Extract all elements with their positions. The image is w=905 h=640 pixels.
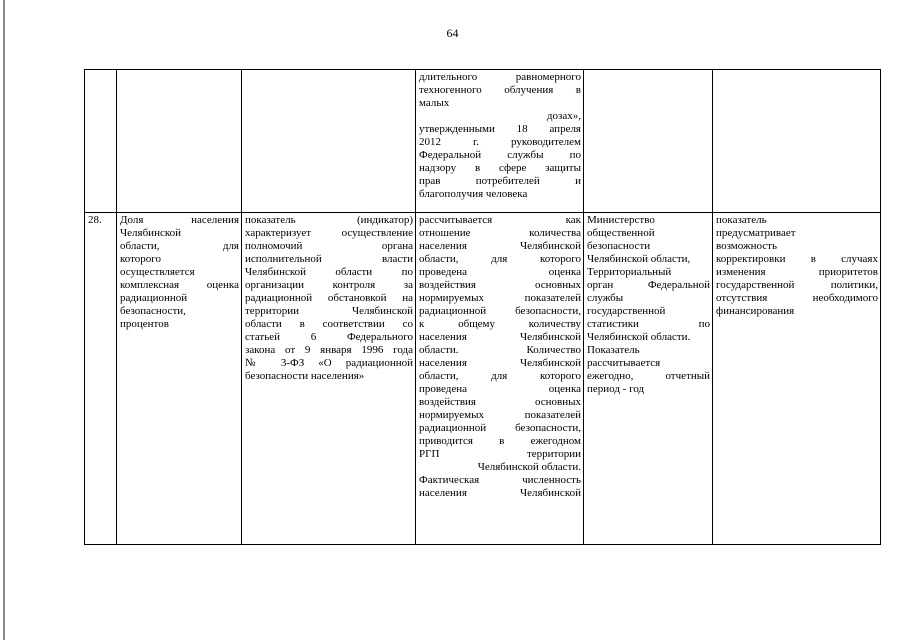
text-line: корректировки в случаях bbox=[716, 253, 878, 265]
text-line: Показатель bbox=[587, 344, 640, 356]
text-line: 2012 г. руководителем bbox=[419, 136, 581, 148]
text-line: населения Челябинской bbox=[419, 487, 581, 499]
text-line: безопасности населения» bbox=[245, 370, 365, 382]
text-line: Фактическая численность bbox=[419, 474, 581, 486]
cell-indicator-description bbox=[242, 70, 416, 213]
text-line: населения Челябинской bbox=[419, 240, 581, 252]
text-line: процентов bbox=[120, 318, 169, 330]
text-line: Федеральной службы по bbox=[419, 149, 581, 161]
cell-responsible-body bbox=[584, 70, 713, 213]
text-line: показатель bbox=[716, 214, 767, 226]
text-line: осуществляется bbox=[120, 266, 195, 278]
table-row-continuation bbox=[85, 70, 881, 213]
text-line: организации контроля за bbox=[245, 279, 413, 291]
text-line: № 3-ФЗ «О радиационной bbox=[245, 357, 413, 369]
text-line: области. Количество bbox=[419, 344, 581, 356]
text-line: нормируемых показателей bbox=[419, 409, 581, 421]
text-line: области в соответствии со bbox=[245, 318, 413, 330]
text-line: области, для bbox=[120, 240, 239, 252]
cell-number bbox=[85, 70, 117, 213]
indicator-table bbox=[84, 69, 881, 545]
cell-indicator-description bbox=[242, 213, 416, 545]
text-line: государственной политики, bbox=[716, 279, 878, 291]
text-line: благополучия человека bbox=[419, 188, 528, 200]
text-line: общественной bbox=[587, 227, 655, 239]
text-line: Челябинской bbox=[120, 227, 182, 239]
text-line: воздействия основных bbox=[419, 279, 581, 291]
text-line: полномочий органа bbox=[245, 240, 413, 252]
text-line: РГП территории bbox=[419, 448, 581, 460]
text-line: проведена оценка bbox=[419, 383, 581, 395]
page-left-edge bbox=[3, 0, 5, 640]
text-line: к общему количеству bbox=[419, 318, 581, 330]
text-line: государственной bbox=[587, 305, 666, 317]
text-line: Челябинской области по bbox=[245, 266, 413, 278]
text-line: радиационной bbox=[120, 292, 188, 304]
text-line: приводится в ежегодном bbox=[419, 435, 581, 447]
text-line: техногенного облучения в bbox=[419, 84, 581, 96]
cell-calculation-method bbox=[416, 70, 584, 213]
text-line: предусматривает bbox=[716, 227, 796, 239]
text-line: статистики по bbox=[587, 318, 710, 330]
text-line: закона от 9 января 1996 года bbox=[245, 344, 413, 356]
text-line: статьей 6 Федерального bbox=[245, 331, 413, 343]
text-line: надзору в сфере защиты bbox=[419, 162, 581, 174]
text-line: радиационной обстановкой на bbox=[245, 292, 413, 304]
text-line: прав потребителей и bbox=[419, 175, 581, 187]
text-line: финансирования bbox=[716, 305, 795, 317]
text-line: населения Челябинской bbox=[419, 331, 581, 343]
text-line: Территориальный bbox=[587, 266, 672, 278]
text-line: Министерство bbox=[587, 214, 655, 226]
text-line: отсутствия необходимого bbox=[716, 292, 878, 304]
text-line: орган Федеральной bbox=[587, 279, 710, 291]
text-line: период - год bbox=[587, 383, 645, 395]
row-number: 28. bbox=[85, 213, 117, 545]
cell-notes bbox=[713, 70, 881, 213]
text-line: Челябинской области. bbox=[477, 461, 581, 473]
cell-responsible-body bbox=[584, 213, 713, 545]
cell-indicator-name bbox=[117, 213, 242, 545]
text-line: комплексная оценка bbox=[120, 279, 239, 291]
text-line: дозах», bbox=[546, 110, 581, 122]
text-line: территории Челябинской bbox=[245, 305, 413, 317]
text-line: Челябинской области. bbox=[587, 331, 691, 343]
text-line: рассчитывается bbox=[587, 357, 661, 369]
text-line: рассчитывается как bbox=[419, 214, 581, 226]
text-line: длительного равномерного bbox=[419, 71, 581, 83]
text-line: населения Челябинской bbox=[419, 357, 581, 369]
text-line: безопасности, bbox=[120, 305, 186, 317]
text-line: возможность bbox=[716, 240, 777, 252]
text-line: Доля населения bbox=[120, 214, 239, 226]
text-line: нормируемых показателей bbox=[419, 292, 581, 304]
text-line: проведена оценка bbox=[419, 266, 581, 278]
text-line: малых bbox=[419, 97, 450, 109]
text-line: отношение количества bbox=[419, 227, 581, 239]
text-line: радиационной безопасности, bbox=[419, 305, 581, 317]
text-line: радиационной безопасности, bbox=[419, 422, 581, 434]
cell-calculation-method bbox=[416, 213, 584, 545]
text-line: ежегодно, отчетный bbox=[587, 370, 710, 382]
table-row-28 bbox=[85, 213, 881, 545]
cell-notes bbox=[713, 213, 881, 545]
text-line: безопасности bbox=[587, 240, 651, 252]
page-number: 64 bbox=[446, 26, 459, 40]
text-line: области, для которого bbox=[419, 370, 581, 382]
text-line: службы bbox=[587, 292, 624, 304]
text-line: исполнительной власти bbox=[245, 253, 413, 265]
text-line: области, для которого bbox=[419, 253, 581, 265]
text-line: Челябинской области, bbox=[587, 253, 691, 265]
text-line: изменения приоритетов bbox=[716, 266, 878, 278]
text-line: показатель (индикатор) bbox=[245, 214, 413, 226]
text-line: утвержденными 18 апреля bbox=[419, 123, 581, 135]
text-line: характеризует осуществление bbox=[245, 227, 413, 239]
text-line: которого bbox=[120, 253, 162, 265]
cell-indicator-name bbox=[117, 70, 242, 213]
text-line: воздействия основных bbox=[419, 396, 581, 408]
